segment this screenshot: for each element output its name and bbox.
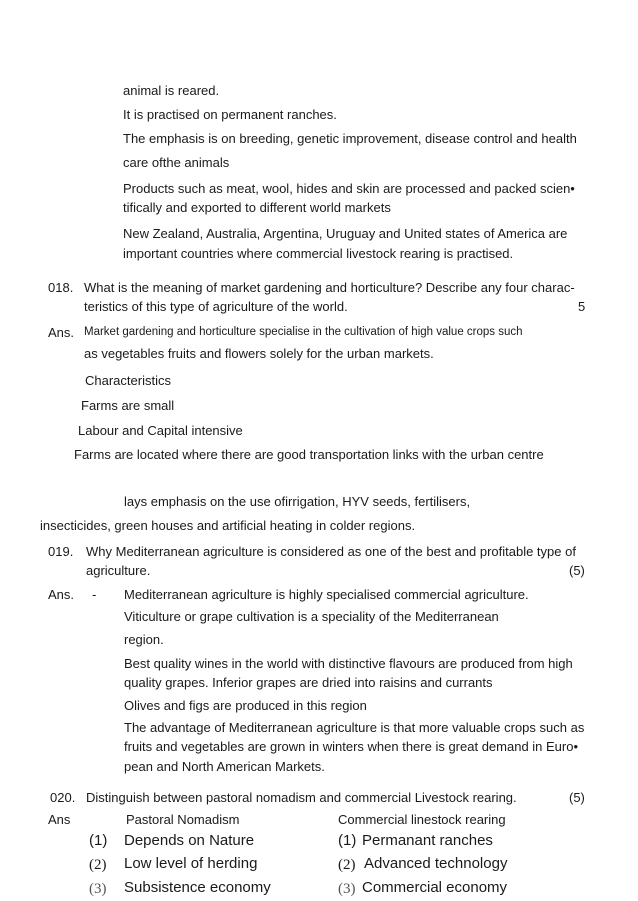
characteristic-item: insecticides, green houses and artificial heating in colder regions. xyxy=(40,518,416,533)
answer-label: Ans xyxy=(48,812,71,827)
answer-text: as vegetables fruits and flowers solely for the urban markets. xyxy=(84,346,434,361)
answer-text: Market gardening and horticulture specialise in the cultivation of high value crops such xyxy=(84,326,523,338)
text-line: tifically and exported to different world markets xyxy=(123,200,391,215)
row-right: Commercial economy xyxy=(362,879,508,896)
question-text: Distinguish between pastoral nomadism and commercial Livestock rearing. xyxy=(86,790,517,805)
characteristic-item: Labour and Capital intensive xyxy=(78,423,243,438)
answer-text: region. xyxy=(124,632,164,647)
column-header-left: Pastoral Nomadism xyxy=(126,812,240,827)
marks: (5) xyxy=(569,790,585,805)
answer-label: Ans. xyxy=(48,587,75,602)
question-text: teristics of this type of agriculture of the world. xyxy=(84,299,348,314)
row-number: (1) xyxy=(338,832,357,849)
marks: (5) xyxy=(569,563,585,578)
question-text: agriculture. xyxy=(86,563,151,578)
marks: 5 xyxy=(578,299,586,314)
answer-text: Viticulture or grape cultivation is a speciality of the Mediterranean xyxy=(124,609,499,624)
row-number: (2) xyxy=(89,857,107,873)
text-line: New Zealand, Australia, Argentina, Uruguay and United states of America are xyxy=(123,226,568,241)
question-number: 019. xyxy=(48,544,74,559)
question-number: 020. xyxy=(50,790,76,805)
answer-text: quality grapes. Inferior grapes are dried into raisins and currants xyxy=(124,675,493,690)
text-line: The emphasis is on breeding, genetic improvement, disease control and health xyxy=(123,131,577,146)
column-header-right: Commercial linestock rearing xyxy=(338,812,506,827)
row-number: (3) xyxy=(338,881,356,897)
row-left: Low level of herding xyxy=(124,855,258,872)
answer-text: fruits and vegetables are grown in winters when there is great demand in Euro• xyxy=(124,739,579,754)
characteristic-item: lays emphasis on the use ofirrigation, HYV seeds, fertilisers, xyxy=(124,494,471,509)
subheading: Characteristics xyxy=(85,373,171,388)
row-left: Depends on Nature xyxy=(124,832,255,849)
row-number: (2) xyxy=(338,857,356,873)
row-left: Subsistence economy xyxy=(124,879,271,896)
row-number: (1) xyxy=(89,832,108,849)
question-number: 018. xyxy=(48,280,74,295)
dash: - xyxy=(92,587,97,602)
answer-text: pean and North American Markets. xyxy=(124,759,325,774)
row-right: Advanced technology xyxy=(364,855,508,872)
answer-text: Best quality wines in the world with distinctive flavours are produced from high xyxy=(124,656,573,671)
question-text: Why Mediterranean agriculture is considered as one of the best and profitable type of xyxy=(86,544,576,559)
text-line: important countries where commercial livestock rearing is practised. xyxy=(123,246,514,261)
characteristic-item: Farms are small xyxy=(81,398,175,413)
answer-text: Olives and figs are produced in this region xyxy=(124,698,367,713)
text-line: animal is reared. xyxy=(123,83,220,98)
text-line: Products such as meat, wool, hides and skin are processed and packed scien• xyxy=(123,181,575,196)
answer-text: The advantage of Mediterranean agriculture is that more valuable crops such as xyxy=(124,720,585,735)
answer-label: Ans. xyxy=(48,325,75,340)
answer-text: Mediterranean agriculture is highly specialised commercial agriculture. xyxy=(124,587,529,602)
text-line: care ofthe animals xyxy=(123,155,230,170)
row-right: Permanant ranches xyxy=(362,832,493,849)
question-text: What is the meaning of market gardening and horticulture? Describe any four charac- xyxy=(84,280,575,295)
text-line: It is practised on permanent ranches. xyxy=(123,107,337,122)
characteristic-item: Farms are located where there are good transportation links with the urban centre xyxy=(74,447,544,462)
row-number: (3) xyxy=(89,881,107,897)
